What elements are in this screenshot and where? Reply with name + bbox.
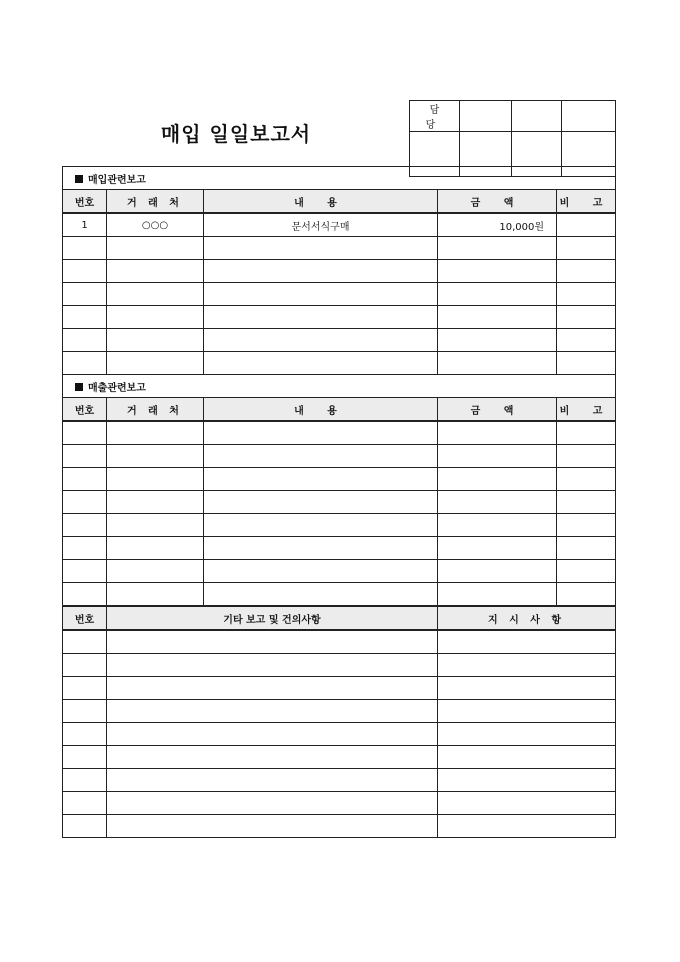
cell-no[interactable] bbox=[63, 283, 107, 306]
cell-no[interactable] bbox=[63, 514, 107, 537]
cell-no[interactable] bbox=[63, 700, 107, 723]
cell-content[interactable]: 문서서식구매 bbox=[204, 213, 438, 237]
cell-note[interactable] bbox=[557, 491, 616, 514]
table-row bbox=[63, 283, 616, 306]
header-vendor: 거 래 처 bbox=[107, 190, 204, 214]
cell-amount[interactable] bbox=[438, 237, 557, 260]
approval-label: 담 당 bbox=[410, 101, 460, 132]
cell-amount[interactable] bbox=[438, 537, 557, 560]
purchase-column-headers bbox=[63, 190, 616, 214]
cell-no[interactable] bbox=[63, 329, 107, 352]
cell-content[interactable] bbox=[204, 583, 438, 607]
cell-vendor[interactable] bbox=[107, 352, 204, 375]
header-report: 기타 보고 및 건의사항 bbox=[107, 606, 438, 630]
cell-no[interactable] bbox=[63, 792, 107, 815]
cell-amount[interactable] bbox=[438, 514, 557, 537]
cell-no[interactable] bbox=[63, 468, 107, 491]
header-vendor: 거 래 처 bbox=[107, 398, 204, 422]
cell-vendor[interactable] bbox=[107, 468, 204, 491]
cell-note[interactable] bbox=[557, 306, 616, 329]
table-row bbox=[63, 700, 616, 723]
cell-note[interactable] bbox=[557, 352, 616, 375]
sales-section-header bbox=[63, 375, 616, 398]
table-row bbox=[63, 421, 616, 445]
sales-column-headers bbox=[63, 398, 616, 422]
cell-note[interactable] bbox=[557, 260, 616, 283]
table-row bbox=[63, 792, 616, 815]
cell-content[interactable] bbox=[204, 514, 438, 537]
cell-no[interactable] bbox=[63, 306, 107, 329]
square-bullet-icon bbox=[75, 383, 83, 391]
cell-amount[interactable] bbox=[438, 283, 557, 306]
cell-vendor[interactable] bbox=[107, 237, 204, 260]
cell-vendor[interactable] bbox=[107, 421, 204, 445]
cell-content[interactable] bbox=[204, 468, 438, 491]
table-row bbox=[63, 514, 616, 537]
table-row bbox=[63, 583, 616, 607]
cell-content[interactable] bbox=[204, 283, 438, 306]
table-row bbox=[63, 352, 616, 375]
cell-amount[interactable] bbox=[438, 306, 557, 329]
cell-amount[interactable] bbox=[438, 329, 557, 352]
cell-report[interactable] bbox=[107, 723, 438, 746]
header-amount: 금 액 bbox=[438, 190, 557, 214]
table-row bbox=[63, 329, 616, 352]
cell-no[interactable] bbox=[63, 491, 107, 514]
header-content: 내 용 bbox=[204, 398, 438, 422]
cell-report[interactable] bbox=[107, 746, 438, 769]
approval-cell bbox=[512, 101, 562, 132]
table-row bbox=[63, 237, 616, 260]
header-amount: 금 액 bbox=[438, 398, 557, 422]
table-row bbox=[63, 537, 616, 560]
cell-no[interactable] bbox=[63, 237, 107, 260]
cell-no[interactable] bbox=[63, 537, 107, 560]
cell-note[interactable] bbox=[557, 283, 616, 306]
cell-note[interactable] bbox=[557, 514, 616, 537]
cell-vendor[interactable] bbox=[107, 306, 204, 329]
table-row bbox=[63, 677, 616, 700]
cell-amount[interactable]: 10,000원 bbox=[438, 213, 557, 237]
cell-vendor[interactable] bbox=[107, 583, 204, 607]
table-row bbox=[63, 630, 616, 654]
cell-note[interactable] bbox=[557, 583, 616, 607]
header-instruction: 지 시 사 항 bbox=[438, 606, 616, 630]
cell-no[interactable] bbox=[63, 352, 107, 375]
cell-note[interactable] bbox=[557, 329, 616, 352]
table-row bbox=[63, 468, 616, 491]
approval-cell bbox=[460, 101, 512, 132]
report-table bbox=[62, 166, 616, 838]
cell-no[interactable] bbox=[63, 677, 107, 700]
cell-report[interactable] bbox=[107, 654, 438, 677]
cell-no[interactable] bbox=[63, 630, 107, 654]
cell-amount[interactable] bbox=[438, 352, 557, 375]
other-column-headers bbox=[63, 606, 616, 630]
cell-vendor[interactable] bbox=[107, 260, 204, 283]
cell-vendor[interactable] bbox=[107, 445, 204, 468]
cell-no[interactable] bbox=[63, 260, 107, 283]
table-row bbox=[63, 723, 616, 746]
cell-instruction[interactable] bbox=[438, 815, 616, 838]
cell-note[interactable] bbox=[557, 213, 616, 237]
sales-section-title bbox=[63, 375, 616, 398]
cell-content[interactable] bbox=[204, 537, 438, 560]
cell-content[interactable] bbox=[204, 445, 438, 468]
cell-no[interactable] bbox=[63, 445, 107, 468]
cell-content[interactable] bbox=[204, 329, 438, 352]
cell-amount[interactable] bbox=[438, 491, 557, 514]
purchase-section-header bbox=[63, 167, 616, 190]
cell-vendor[interactable]: ○○○ bbox=[107, 213, 204, 237]
table-row bbox=[63, 213, 616, 237]
cell-instruction[interactable] bbox=[438, 677, 616, 700]
cell-vendor[interactable] bbox=[107, 560, 204, 583]
cell-no[interactable] bbox=[63, 560, 107, 583]
header-content: 내 용 bbox=[204, 190, 438, 214]
cell-instruction[interactable] bbox=[438, 723, 616, 746]
table-row bbox=[63, 815, 616, 838]
cell-vendor[interactable] bbox=[107, 491, 204, 514]
cell-amount[interactable] bbox=[438, 468, 557, 491]
cell-no[interactable] bbox=[63, 769, 107, 792]
cell-content[interactable] bbox=[204, 560, 438, 583]
cell-content[interactable] bbox=[204, 260, 438, 283]
cell-vendor[interactable] bbox=[107, 514, 204, 537]
cell-report[interactable] bbox=[107, 769, 438, 792]
header-note: 비 고 bbox=[557, 398, 616, 422]
cell-content[interactable] bbox=[204, 491, 438, 514]
cell-instruction[interactable] bbox=[438, 769, 616, 792]
cell-content[interactable] bbox=[204, 421, 438, 445]
cell-vendor[interactable] bbox=[107, 329, 204, 352]
cell-no[interactable] bbox=[63, 723, 107, 746]
cell-amount[interactable] bbox=[438, 260, 557, 283]
header-no: 번호 bbox=[63, 606, 107, 630]
table-row bbox=[63, 445, 616, 468]
cell-report[interactable] bbox=[107, 677, 438, 700]
table-row bbox=[63, 560, 616, 583]
cell-note[interactable] bbox=[557, 421, 616, 445]
cell-note[interactable] bbox=[557, 560, 616, 583]
cell-vendor[interactable] bbox=[107, 283, 204, 306]
cell-report[interactable] bbox=[107, 792, 438, 815]
section-title-text: 매입관련보고 bbox=[88, 174, 146, 186]
table-row bbox=[63, 306, 616, 329]
cell-note[interactable] bbox=[557, 237, 616, 260]
table-row bbox=[63, 654, 616, 677]
header-no: 번호 bbox=[63, 398, 107, 422]
cell-no[interactable] bbox=[63, 654, 107, 677]
table-row bbox=[63, 746, 616, 769]
cell-instruction[interactable] bbox=[438, 792, 616, 815]
cell-instruction[interactable] bbox=[438, 654, 616, 677]
cell-amount[interactable] bbox=[438, 560, 557, 583]
cell-no[interactable] bbox=[63, 583, 107, 607]
cell-content[interactable] bbox=[204, 306, 438, 329]
document-title: 매입 일일보고서 bbox=[160, 122, 312, 146]
header-note: 비 고 bbox=[557, 190, 616, 214]
cell-note[interactable] bbox=[557, 537, 616, 560]
table-row bbox=[63, 769, 616, 792]
cell-report[interactable] bbox=[107, 700, 438, 723]
table-row bbox=[63, 260, 616, 283]
section-title-text: 매출관련보고 bbox=[88, 382, 146, 394]
cell-report[interactable] bbox=[107, 815, 438, 838]
cell-no[interactable] bbox=[63, 421, 107, 445]
square-bullet-icon bbox=[75, 175, 83, 183]
cell-no[interactable]: 1 bbox=[63, 213, 107, 237]
cell-content[interactable] bbox=[204, 352, 438, 375]
cell-report[interactable] bbox=[107, 630, 438, 654]
cell-amount[interactable] bbox=[438, 445, 557, 468]
table-row bbox=[63, 491, 616, 514]
cell-note[interactable] bbox=[557, 445, 616, 468]
cell-vendor[interactable] bbox=[107, 537, 204, 560]
cell-content[interactable] bbox=[204, 237, 438, 260]
cell-amount[interactable] bbox=[438, 583, 557, 607]
cell-note[interactable] bbox=[557, 468, 616, 491]
cell-no[interactable] bbox=[63, 746, 107, 769]
cell-instruction[interactable] bbox=[438, 700, 616, 723]
cell-no[interactable] bbox=[63, 815, 107, 838]
purchase-section-title bbox=[63, 167, 616, 190]
cell-amount[interactable] bbox=[438, 421, 557, 445]
cell-instruction[interactable] bbox=[438, 746, 616, 769]
cell-instruction[interactable] bbox=[438, 630, 616, 654]
approval-cell bbox=[562, 101, 616, 132]
header-no: 번호 bbox=[63, 190, 107, 214]
